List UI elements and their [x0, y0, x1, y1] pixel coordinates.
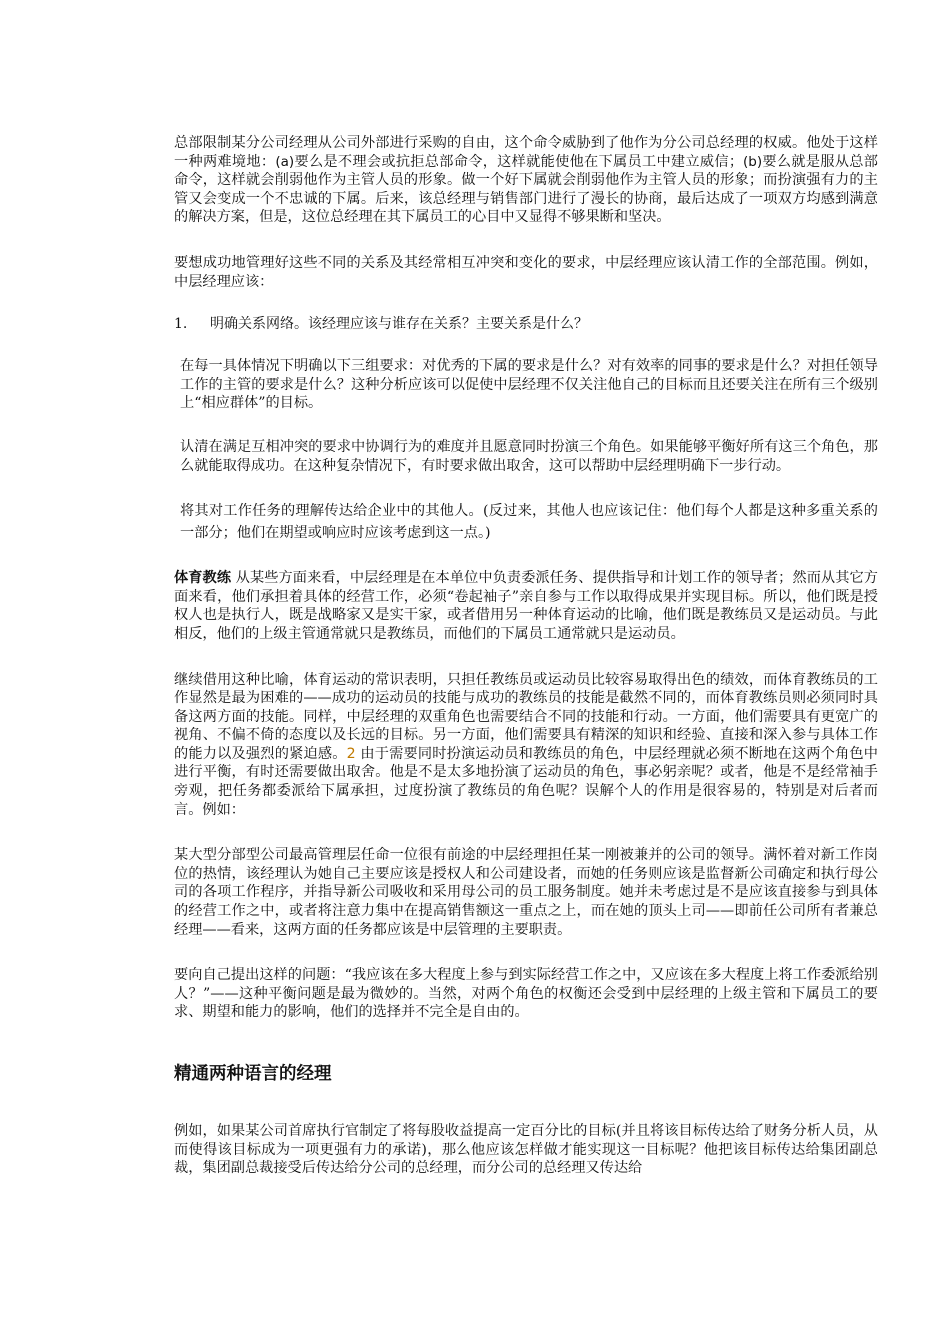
paragraph: 要向自己提出这样的问题：“我应该在多大程度上参与到实际经营工作之中，又应该在多大程度上将工作委派给别人？”——这种平衡问题是最为微妙的。当然，对两个角色的权衡还会受到中层经理的上级主管和下属员工的要求、期望和能力的影响，他们的选择并不完全是自由的。 — [174, 967, 878, 1021]
text-run: 继续借用这种比喻，体育运动的常识表明，只担任教练员或运动员比较容易取得出色的绩效，而体育教练员的工作显然是最为困难的——成功的运动员的技能与成功的教练员的技能是截然不同的，而体育教练员则必须同时具备这两方面的技能。同样，中层经理的双重角色也需要结合不同的技能和行动。一方面，他们需要具有更宽广的视角、不偏不倚的态度以及长远的目标。另一方面，他们需要具有精深的知识和经验、直接和深入参与具体工作的能力以及强烈的紧迫感。 — [174, 671, 878, 762]
list-item-text: 明确关系网络。该经理应该与谁存在关系？主要关系是什么？ — [210, 316, 588, 333]
text-run: 要么就是服从总部命令，这样就会削弱他作为主管人员的形象。做一个好下属就会削弱他作为主管人员的形象；而扮演强有力的主管又会变成一个不忠诚的下属。后来，该总经理与销售部门进行了漫长的协商，最后达成了一项双方均感到满意的解决方案，但是，这位总经理在其下属员工的心目中又显得不够果断和坚决。 — [174, 153, 878, 226]
document-body — [174, 134, 878, 1178]
option-marker: (a) — [275, 153, 295, 170]
paragraph — [174, 134, 878, 227]
inline-heading: 体育教练 — [174, 570, 232, 587]
paragraph: 将其对工作任务的理解传达给企业中的其他人。(反过来，其他人也应该记住：他们每个人都是这种多重关系的一部分；他们在期望或响应时应该考虑到这一点。) — [180, 503, 878, 542]
footnote-link[interactable]: 2 — [346, 745, 356, 762]
paragraph: 在每一具体情况下明确以下三组要求：对优秀的下属的要求是什么？对有效率的同事的要求是什么？对担任领导工作的主管的要求是什么？这种分析应该可以促使中层经理不仅关注他自己的目标而且还要关注在所有三个级别上“相应群体”的目标。 — [180, 358, 878, 412]
list-number: 1. — [174, 316, 188, 333]
list-item — [174, 315, 878, 334]
text-run: 从某些方面来看，中层经理是在本单位中负责委派任务、提供指导和计划工作的领导者；然而从其它方面来看，他们承担着具体的经营工作，必须“卷起袖子”亲自参与工作以取得成果并实现目标。所以，他们既是授权人也是执行人，既是战略家又是实干家，或者借用另一种体育运动的比喻，他们既是教练员又是运动员。与此相反，他们的上级主管通常就只是教练员，而他们的下属员工通常就只是运动员。 — [174, 570, 878, 642]
paragraph: 某大型分部型公司最高管理层任命一位很有前途的中层经理担任某一刚被兼并的公司的领导。满怀着对新工作岗位的热情，该经理认为她自己主要应该是授权人和公司建设者，而她的任务则应该是监督新公司确定和执行母公司的各项工作程序，并指导新公司吸收和采用母公司的员工服务制度。她并未考虑过是不是应该直接参与到具体的经营工作之中，或者将注意力集中在提高销售额这一重点之上，而在她的顶头上司——即前任公司所有者兼总经理——看来，这两方面的任务都应该是中层管理的主要职责。 — [174, 847, 878, 938]
section-heading: 精通两种语言的经理 — [174, 1064, 332, 1084]
text-run: 要么是不理会或抗拒总部命令，这样就能使他在下属员工中建立威信； — [294, 153, 744, 170]
paragraph: 要想成功地管理好这些不同的关系及其经常相互冲突和变化的要求，中层经理应该认清工作的全部范围。例如，中层经理应该： — [174, 254, 878, 290]
paragraph — [174, 569, 878, 643]
option-marker: (b) — [743, 153, 763, 170]
paragraph — [174, 671, 878, 820]
text-run: 由于需要同时扮演运动员和教练员的角色，中层经理就必须不断地在这两个角色中进行平衡，有时还需要做出取舍。他是不是太多地扮演了运动员的角色，事必躬亲呢？或者，他是不是经常袖手旁观，把任务都委派给下属承担，过度扮演了教练员的角色呢？误解个人的作用是很容易的，特别是对后者而言。例如： — [174, 745, 878, 818]
text-run: 总部限制某分公司经理从公司外部进行采购的自由，这个命令威胁到了他作为分公司总经理的权威。他处于这样一种两难境地： — [174, 135, 878, 170]
paragraph: 认清在满足互相冲突的要求中协调行为的难度并且愿意同时扮演三个角色。如果能够平衡好所有这三个角色，那么就能取得成功。在这种复杂情况下，有时要求做出取舍，这可以帮助中层经理明确下一步行动。 — [180, 438, 878, 474]
paragraph: 例如，如果某公司首席执行官制定了将每股收益提高一定百分比的目标(并且将该目标传达给了财务分析人员，从而使得该目标成为一项更强有力的承诺)，那么他应该怎样做才能实现这一目标呢？他把该目标传达给集团副总裁，集团副总裁接受后传达给分公司的总经理，而分公司的总经理又传达给 — [174, 1123, 878, 1177]
